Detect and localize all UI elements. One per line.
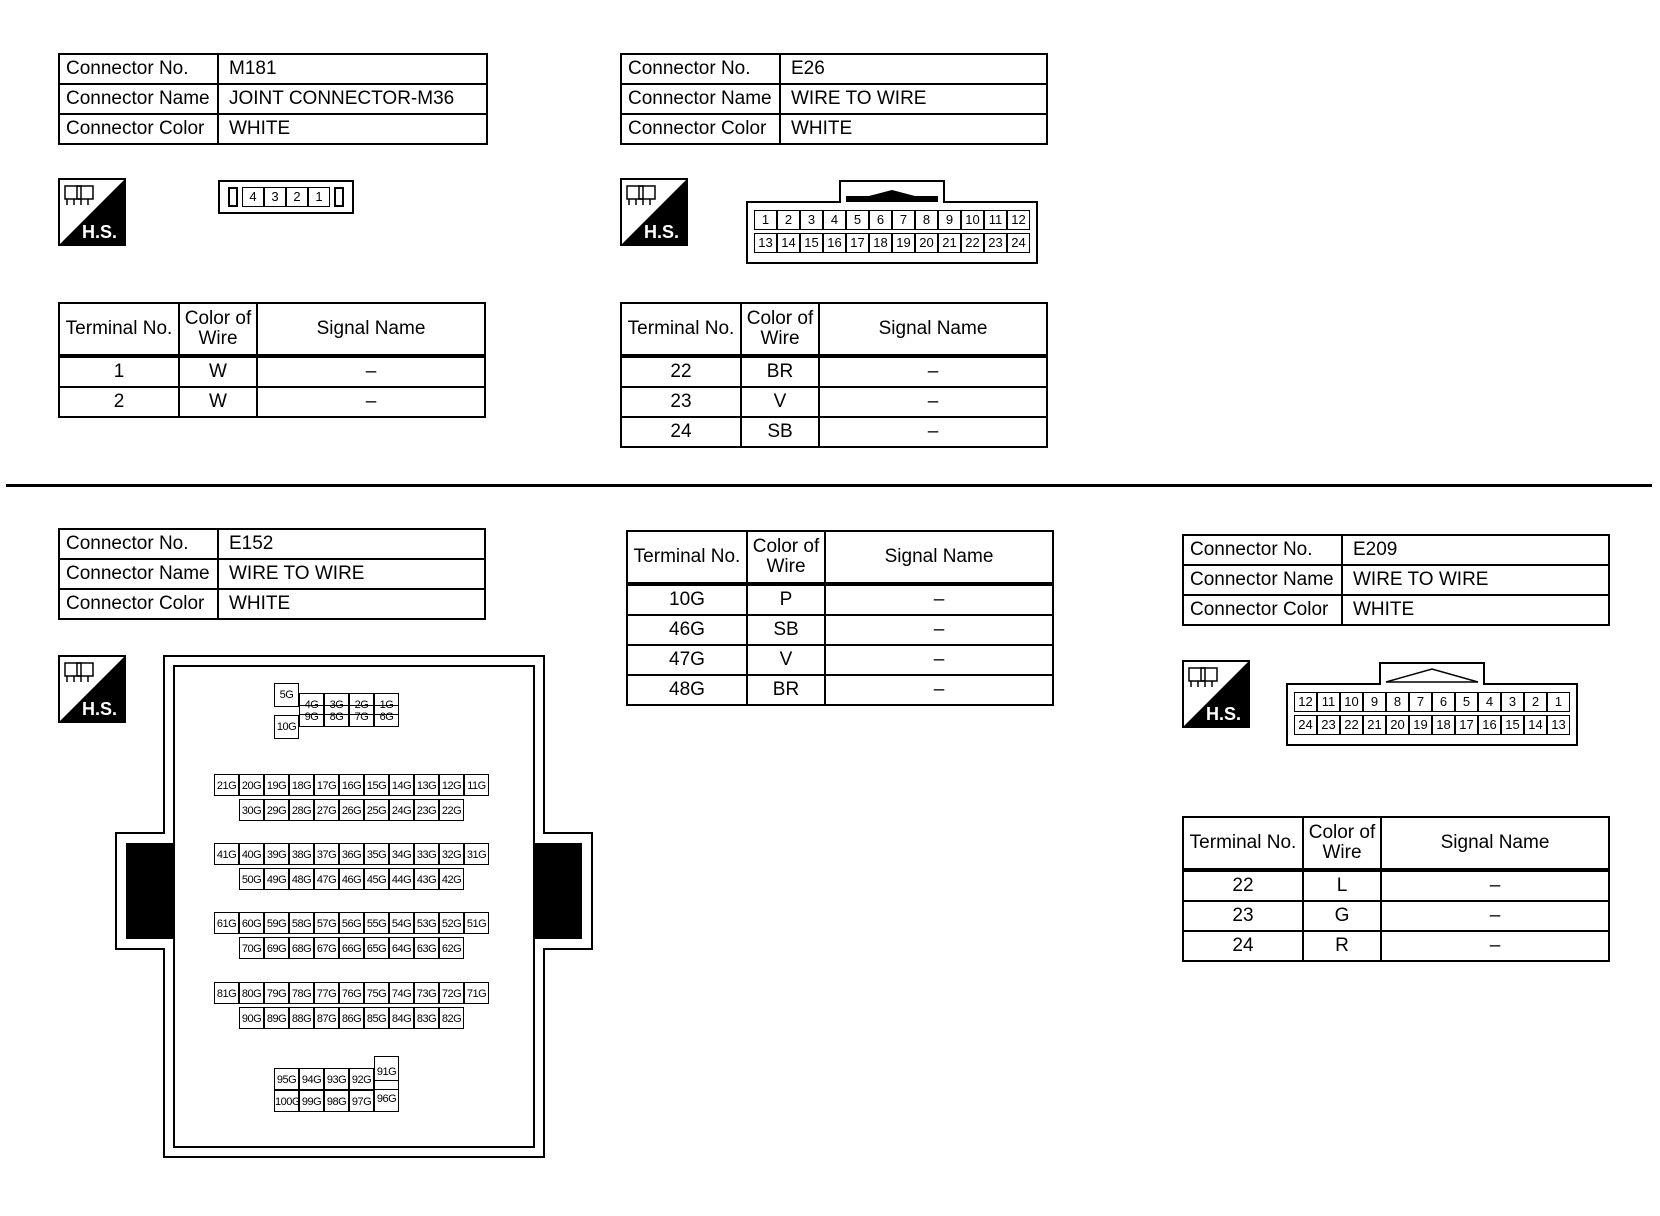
table-row bbox=[627, 615, 1053, 645]
pin: 4 bbox=[242, 187, 264, 207]
pin: 16 bbox=[1478, 715, 1501, 735]
connector-color-value: WHITE bbox=[218, 589, 485, 619]
pin: 42G bbox=[439, 868, 464, 890]
e26-terminal-table bbox=[620, 302, 1048, 448]
pin: 21G bbox=[214, 774, 239, 796]
signal-cell: – bbox=[1381, 931, 1609, 961]
e209-connector-face bbox=[1286, 662, 1578, 746]
pin: 97G bbox=[349, 1090, 374, 1112]
table-row bbox=[59, 387, 485, 417]
signal-name-header: Signal Name bbox=[825, 531, 1053, 584]
table-row bbox=[1183, 870, 1609, 901]
connector-name-value: JOINT CONNECTOR-M36 bbox=[218, 84, 487, 114]
e152-pin-group bbox=[214, 982, 489, 1029]
section-divider bbox=[6, 484, 1652, 487]
wire-color-header: Color of Wire bbox=[1303, 817, 1381, 870]
pin: 16G bbox=[339, 774, 364, 796]
pin: 68G bbox=[289, 937, 314, 959]
signal-cell: – bbox=[1381, 870, 1609, 901]
pin: 5 bbox=[1455, 692, 1478, 712]
pin: 79G bbox=[264, 982, 289, 1004]
pin: 7 bbox=[1409, 692, 1432, 712]
pin: 14 bbox=[777, 233, 800, 253]
pin: 11 bbox=[984, 210, 1007, 230]
wire-cell: L bbox=[1303, 870, 1381, 901]
pin: 3 bbox=[264, 187, 286, 207]
terminal-cell: 22 bbox=[621, 356, 741, 387]
pin: 53G bbox=[414, 912, 439, 934]
pin: 49G bbox=[264, 868, 289, 890]
pin: 88G bbox=[289, 1007, 314, 1029]
connector-color-label: Connector Color bbox=[621, 114, 780, 144]
pin: 29G bbox=[264, 799, 289, 821]
pin: 24 bbox=[1294, 715, 1317, 735]
m181-info-table bbox=[58, 53, 488, 145]
terminal-cell: 47G bbox=[627, 645, 747, 675]
pin: 17G bbox=[314, 774, 339, 796]
pin: 5 bbox=[846, 210, 869, 230]
pin: 10G bbox=[274, 715, 299, 739]
pin: 13G bbox=[414, 774, 439, 796]
terminal-cell: 2 bbox=[59, 387, 179, 417]
pin: 57G bbox=[314, 912, 339, 934]
pin: 23 bbox=[984, 233, 1007, 253]
terminal-no-header: Terminal No. bbox=[627, 531, 747, 584]
pin: 71G bbox=[464, 982, 489, 1004]
pin: 8G bbox=[324, 705, 349, 727]
lock-tab bbox=[334, 187, 344, 207]
pin: 14 bbox=[1524, 715, 1547, 735]
signal-cell: – bbox=[257, 356, 485, 387]
wire-color-header: Color of Wire bbox=[747, 531, 825, 584]
pin: 24 bbox=[1007, 233, 1030, 253]
pin: 24G bbox=[389, 799, 414, 821]
terminal-no-header: Terminal No. bbox=[1183, 817, 1303, 870]
pin: 20G bbox=[239, 774, 264, 796]
pin: 6G bbox=[374, 705, 399, 727]
pin: 13 bbox=[754, 233, 777, 253]
pin: 72G bbox=[439, 982, 464, 1004]
pin: 91G bbox=[374, 1056, 399, 1090]
pin: 2 bbox=[777, 210, 800, 230]
wire-cell: BR bbox=[747, 675, 825, 705]
pin: 90G bbox=[239, 1007, 264, 1029]
connector-no-label: Connector No. bbox=[621, 54, 780, 84]
pin: 83G bbox=[414, 1007, 439, 1029]
svg-text:H.S.: H.S. bbox=[1206, 704, 1242, 724]
wire-color-header: Color of Wire bbox=[741, 303, 819, 356]
signal-cell: – bbox=[825, 584, 1053, 615]
pin: 18 bbox=[1432, 715, 1455, 735]
wire-cell: V bbox=[741, 387, 819, 417]
terminal-cell: 24 bbox=[621, 417, 741, 447]
pin: 96G bbox=[374, 1080, 399, 1112]
pin: 15 bbox=[1501, 715, 1524, 735]
pin: 19 bbox=[892, 233, 915, 253]
terminal-cell: 22 bbox=[1183, 870, 1303, 901]
harness-side-icon bbox=[58, 178, 126, 246]
pin: 4G bbox=[299, 693, 324, 715]
terminal-cell: 24 bbox=[1183, 931, 1303, 961]
m181-terminal-table bbox=[58, 302, 486, 418]
table-row bbox=[1183, 931, 1609, 961]
signal-name-header: Signal Name bbox=[257, 303, 485, 356]
pin: 47G bbox=[314, 868, 339, 890]
svg-text:H.S.: H.S. bbox=[82, 222, 118, 242]
pin: 87G bbox=[314, 1007, 339, 1029]
pin: 45G bbox=[364, 868, 389, 890]
pin: 1 bbox=[754, 210, 777, 230]
harness-side-icon bbox=[620, 178, 688, 246]
pin: 78G bbox=[289, 982, 314, 1004]
pin: 34G bbox=[389, 843, 414, 865]
pin: 51G bbox=[464, 912, 489, 934]
connector-color-value: WHITE bbox=[780, 114, 1047, 144]
connector-no-value: E152 bbox=[218, 529, 485, 559]
pin: 40G bbox=[239, 843, 264, 865]
signal-cell: – bbox=[825, 645, 1053, 675]
pin: 23G bbox=[414, 799, 439, 821]
pin: 48G bbox=[289, 868, 314, 890]
svg-text:H.S.: H.S. bbox=[644, 222, 680, 242]
pin: 37G bbox=[314, 843, 339, 865]
table-row bbox=[627, 584, 1053, 615]
pin: 22 bbox=[961, 233, 984, 253]
pin: 33G bbox=[414, 843, 439, 865]
pin: 14G bbox=[389, 774, 414, 796]
pin: 2 bbox=[286, 187, 308, 207]
pin: 1 bbox=[1547, 692, 1570, 712]
pin: 1 bbox=[308, 187, 330, 207]
pin: 67G bbox=[314, 937, 339, 959]
terminal-cell: 23 bbox=[621, 387, 741, 417]
table-row bbox=[627, 675, 1053, 705]
signal-cell: – bbox=[1381, 901, 1609, 931]
pin: 31G bbox=[464, 843, 489, 865]
terminal-cell: 48G bbox=[627, 675, 747, 705]
pin: 8 bbox=[915, 210, 938, 230]
pin: 9G bbox=[299, 705, 324, 727]
terminal-cell: 1 bbox=[59, 356, 179, 387]
terminal-no-header: Terminal No. bbox=[59, 303, 179, 356]
pin: 66G bbox=[339, 937, 364, 959]
pin: 84G bbox=[389, 1007, 414, 1029]
pin: 32G bbox=[439, 843, 464, 865]
pin: 95G bbox=[274, 1068, 299, 1090]
signal-cell: – bbox=[819, 387, 1047, 417]
table-row bbox=[621, 417, 1047, 447]
connector-no-value: M181 bbox=[218, 54, 487, 84]
e152-info-table bbox=[58, 528, 486, 620]
pin: 21 bbox=[1363, 715, 1386, 735]
pin: 6 bbox=[869, 210, 892, 230]
pin: 35G bbox=[364, 843, 389, 865]
pin: 89G bbox=[264, 1007, 289, 1029]
wire-cell: W bbox=[179, 387, 257, 417]
wire-cell: SB bbox=[747, 615, 825, 645]
pin: 7 bbox=[892, 210, 915, 230]
connector-no-value: E209 bbox=[1342, 535, 1609, 565]
pin: 23 bbox=[1317, 715, 1340, 735]
pin: 44G bbox=[389, 868, 414, 890]
pin: 8 bbox=[1386, 692, 1409, 712]
connector-name-value: WIRE TO WIRE bbox=[1342, 565, 1609, 595]
connector-color-label: Connector Color bbox=[59, 114, 218, 144]
connector-no-value: E26 bbox=[780, 54, 1047, 84]
table-row bbox=[621, 356, 1047, 387]
pin: 11 bbox=[1317, 692, 1340, 712]
pin: 12G bbox=[439, 774, 464, 796]
pin: 82G bbox=[439, 1007, 464, 1029]
connector-color-label: Connector Color bbox=[59, 589, 218, 619]
pin: 3G bbox=[324, 693, 349, 715]
e152-pin-block-bottom bbox=[274, 1056, 399, 1112]
wire-color-header: Color of Wire bbox=[179, 303, 257, 356]
pin: 7G bbox=[349, 705, 374, 727]
pin: 26G bbox=[339, 799, 364, 821]
e26-connector-face bbox=[746, 180, 1038, 264]
pin: 3 bbox=[1501, 692, 1524, 712]
pin: 80G bbox=[239, 982, 264, 1004]
e152-pin-group bbox=[214, 774, 489, 821]
pin: 22 bbox=[1340, 715, 1363, 735]
connector-color-value: WHITE bbox=[1342, 595, 1609, 625]
connector-no-label: Connector No. bbox=[59, 54, 218, 84]
terminal-no-header: Terminal No. bbox=[621, 303, 741, 356]
pin: 19 bbox=[1409, 715, 1432, 735]
pin: 28G bbox=[289, 799, 314, 821]
pin: 18G bbox=[289, 774, 314, 796]
pin: 46G bbox=[339, 868, 364, 890]
e26-info-table bbox=[620, 53, 1048, 145]
pin: 75G bbox=[364, 982, 389, 1004]
pin: 12 bbox=[1294, 692, 1317, 712]
pin: 17 bbox=[846, 233, 869, 253]
pin: 18 bbox=[869, 233, 892, 253]
pin: 62G bbox=[439, 937, 464, 959]
pin: 94G bbox=[299, 1068, 324, 1090]
connector-no-label: Connector No. bbox=[1183, 535, 1342, 565]
wire-cell: P bbox=[747, 584, 825, 615]
connector-no-label: Connector No. bbox=[59, 529, 218, 559]
pin: 55G bbox=[364, 912, 389, 934]
e152-pin-group bbox=[214, 912, 489, 959]
pin: 64G bbox=[389, 937, 414, 959]
pin: 61G bbox=[214, 912, 239, 934]
pin: 54G bbox=[389, 912, 414, 934]
pin: 92G bbox=[349, 1068, 374, 1090]
connector-name-value: WIRE TO WIRE bbox=[218, 559, 485, 589]
pin: 86G bbox=[339, 1007, 364, 1029]
pin: 9 bbox=[938, 210, 961, 230]
connector-color-label: Connector Color bbox=[1183, 595, 1342, 625]
pin: 74G bbox=[389, 982, 414, 1004]
pin: 12 bbox=[1007, 210, 1030, 230]
e209-info-table bbox=[1182, 534, 1610, 626]
lock-tab bbox=[228, 187, 238, 207]
pin: 25G bbox=[364, 799, 389, 821]
signal-cell: – bbox=[819, 356, 1047, 387]
signal-name-header: Signal Name bbox=[819, 303, 1047, 356]
wire-cell: R bbox=[1303, 931, 1381, 961]
signal-cell: – bbox=[257, 387, 485, 417]
signal-cell: – bbox=[825, 615, 1053, 645]
pin: 70G bbox=[239, 937, 264, 959]
table-row bbox=[621, 387, 1047, 417]
svg-text:H.S.: H.S. bbox=[82, 699, 118, 719]
terminal-cell: 46G bbox=[627, 615, 747, 645]
pin: 60G bbox=[239, 912, 264, 934]
pin: 43G bbox=[414, 868, 439, 890]
signal-cell: – bbox=[819, 417, 1047, 447]
pin: 2G bbox=[349, 693, 374, 715]
e152-pin-group bbox=[214, 843, 489, 890]
signal-cell: – bbox=[825, 675, 1053, 705]
pin: 11G bbox=[464, 774, 489, 796]
pin: 1G bbox=[374, 693, 399, 715]
e152-terminal-table bbox=[626, 530, 1054, 706]
pin: 39G bbox=[264, 843, 289, 865]
pin: 13 bbox=[1547, 715, 1570, 735]
pin: 38G bbox=[289, 843, 314, 865]
terminal-cell: 10G bbox=[627, 584, 747, 615]
pin: 76G bbox=[339, 982, 364, 1004]
e152-pin-block-top bbox=[274, 683, 399, 739]
pin: 6 bbox=[1432, 692, 1455, 712]
connector-name-value: WIRE TO WIRE bbox=[780, 84, 1047, 114]
pin: 41G bbox=[214, 843, 239, 865]
pin: 100G bbox=[274, 1090, 299, 1112]
wire-cell: V bbox=[747, 645, 825, 675]
pin: 10 bbox=[961, 210, 984, 230]
wire-cell: W bbox=[179, 356, 257, 387]
pin: 2 bbox=[1524, 692, 1547, 712]
pin: 81G bbox=[214, 982, 239, 1004]
harness-side-icon bbox=[1182, 660, 1250, 728]
pin: 5G bbox=[274, 683, 299, 707]
connector-color-value: WHITE bbox=[218, 114, 487, 144]
pin: 4 bbox=[823, 210, 846, 230]
pin: 58G bbox=[289, 912, 314, 934]
pin: 85G bbox=[364, 1007, 389, 1029]
terminal-cell: 23 bbox=[1183, 901, 1303, 931]
pin: 22G bbox=[439, 799, 464, 821]
pin: 59G bbox=[264, 912, 289, 934]
table-row bbox=[1183, 901, 1609, 931]
pin: 15 bbox=[800, 233, 823, 253]
pin: 9 bbox=[1363, 692, 1386, 712]
wire-cell: G bbox=[1303, 901, 1381, 931]
pin: 16 bbox=[823, 233, 846, 253]
pin: 21 bbox=[938, 233, 961, 253]
pin: 63G bbox=[414, 937, 439, 959]
pin: 19G bbox=[264, 774, 289, 796]
pin: 99G bbox=[299, 1090, 324, 1112]
table-row bbox=[59, 356, 485, 387]
pin: 15G bbox=[364, 774, 389, 796]
pin: 3 bbox=[800, 210, 823, 230]
wire-cell: SB bbox=[741, 417, 819, 447]
pin: 56G bbox=[339, 912, 364, 934]
wire-cell: BR bbox=[741, 356, 819, 387]
connector-name-label: Connector Name bbox=[59, 84, 218, 114]
pin: 20 bbox=[915, 233, 938, 253]
pin: 93G bbox=[324, 1068, 349, 1090]
pin: 73G bbox=[414, 982, 439, 1004]
signal-name-header: Signal Name bbox=[1381, 817, 1609, 870]
pin: 27G bbox=[314, 799, 339, 821]
pin: 20 bbox=[1386, 715, 1409, 735]
pin: 50G bbox=[239, 868, 264, 890]
pin: 36G bbox=[339, 843, 364, 865]
pin: 98G bbox=[324, 1090, 349, 1112]
e209-terminal-table bbox=[1182, 816, 1610, 962]
pin: 4 bbox=[1478, 692, 1501, 712]
connector-name-label: Connector Name bbox=[1183, 565, 1342, 595]
pin: 30G bbox=[239, 799, 264, 821]
pin: 17 bbox=[1455, 715, 1478, 735]
pin: 69G bbox=[264, 937, 289, 959]
pin: 52G bbox=[439, 912, 464, 934]
connector-name-label: Connector Name bbox=[59, 559, 218, 589]
connector-name-label: Connector Name bbox=[621, 84, 780, 114]
m181-connector-face bbox=[218, 180, 354, 214]
pin: 10 bbox=[1340, 692, 1363, 712]
pin: 77G bbox=[314, 982, 339, 1004]
table-row bbox=[627, 645, 1053, 675]
pin: 65G bbox=[364, 937, 389, 959]
